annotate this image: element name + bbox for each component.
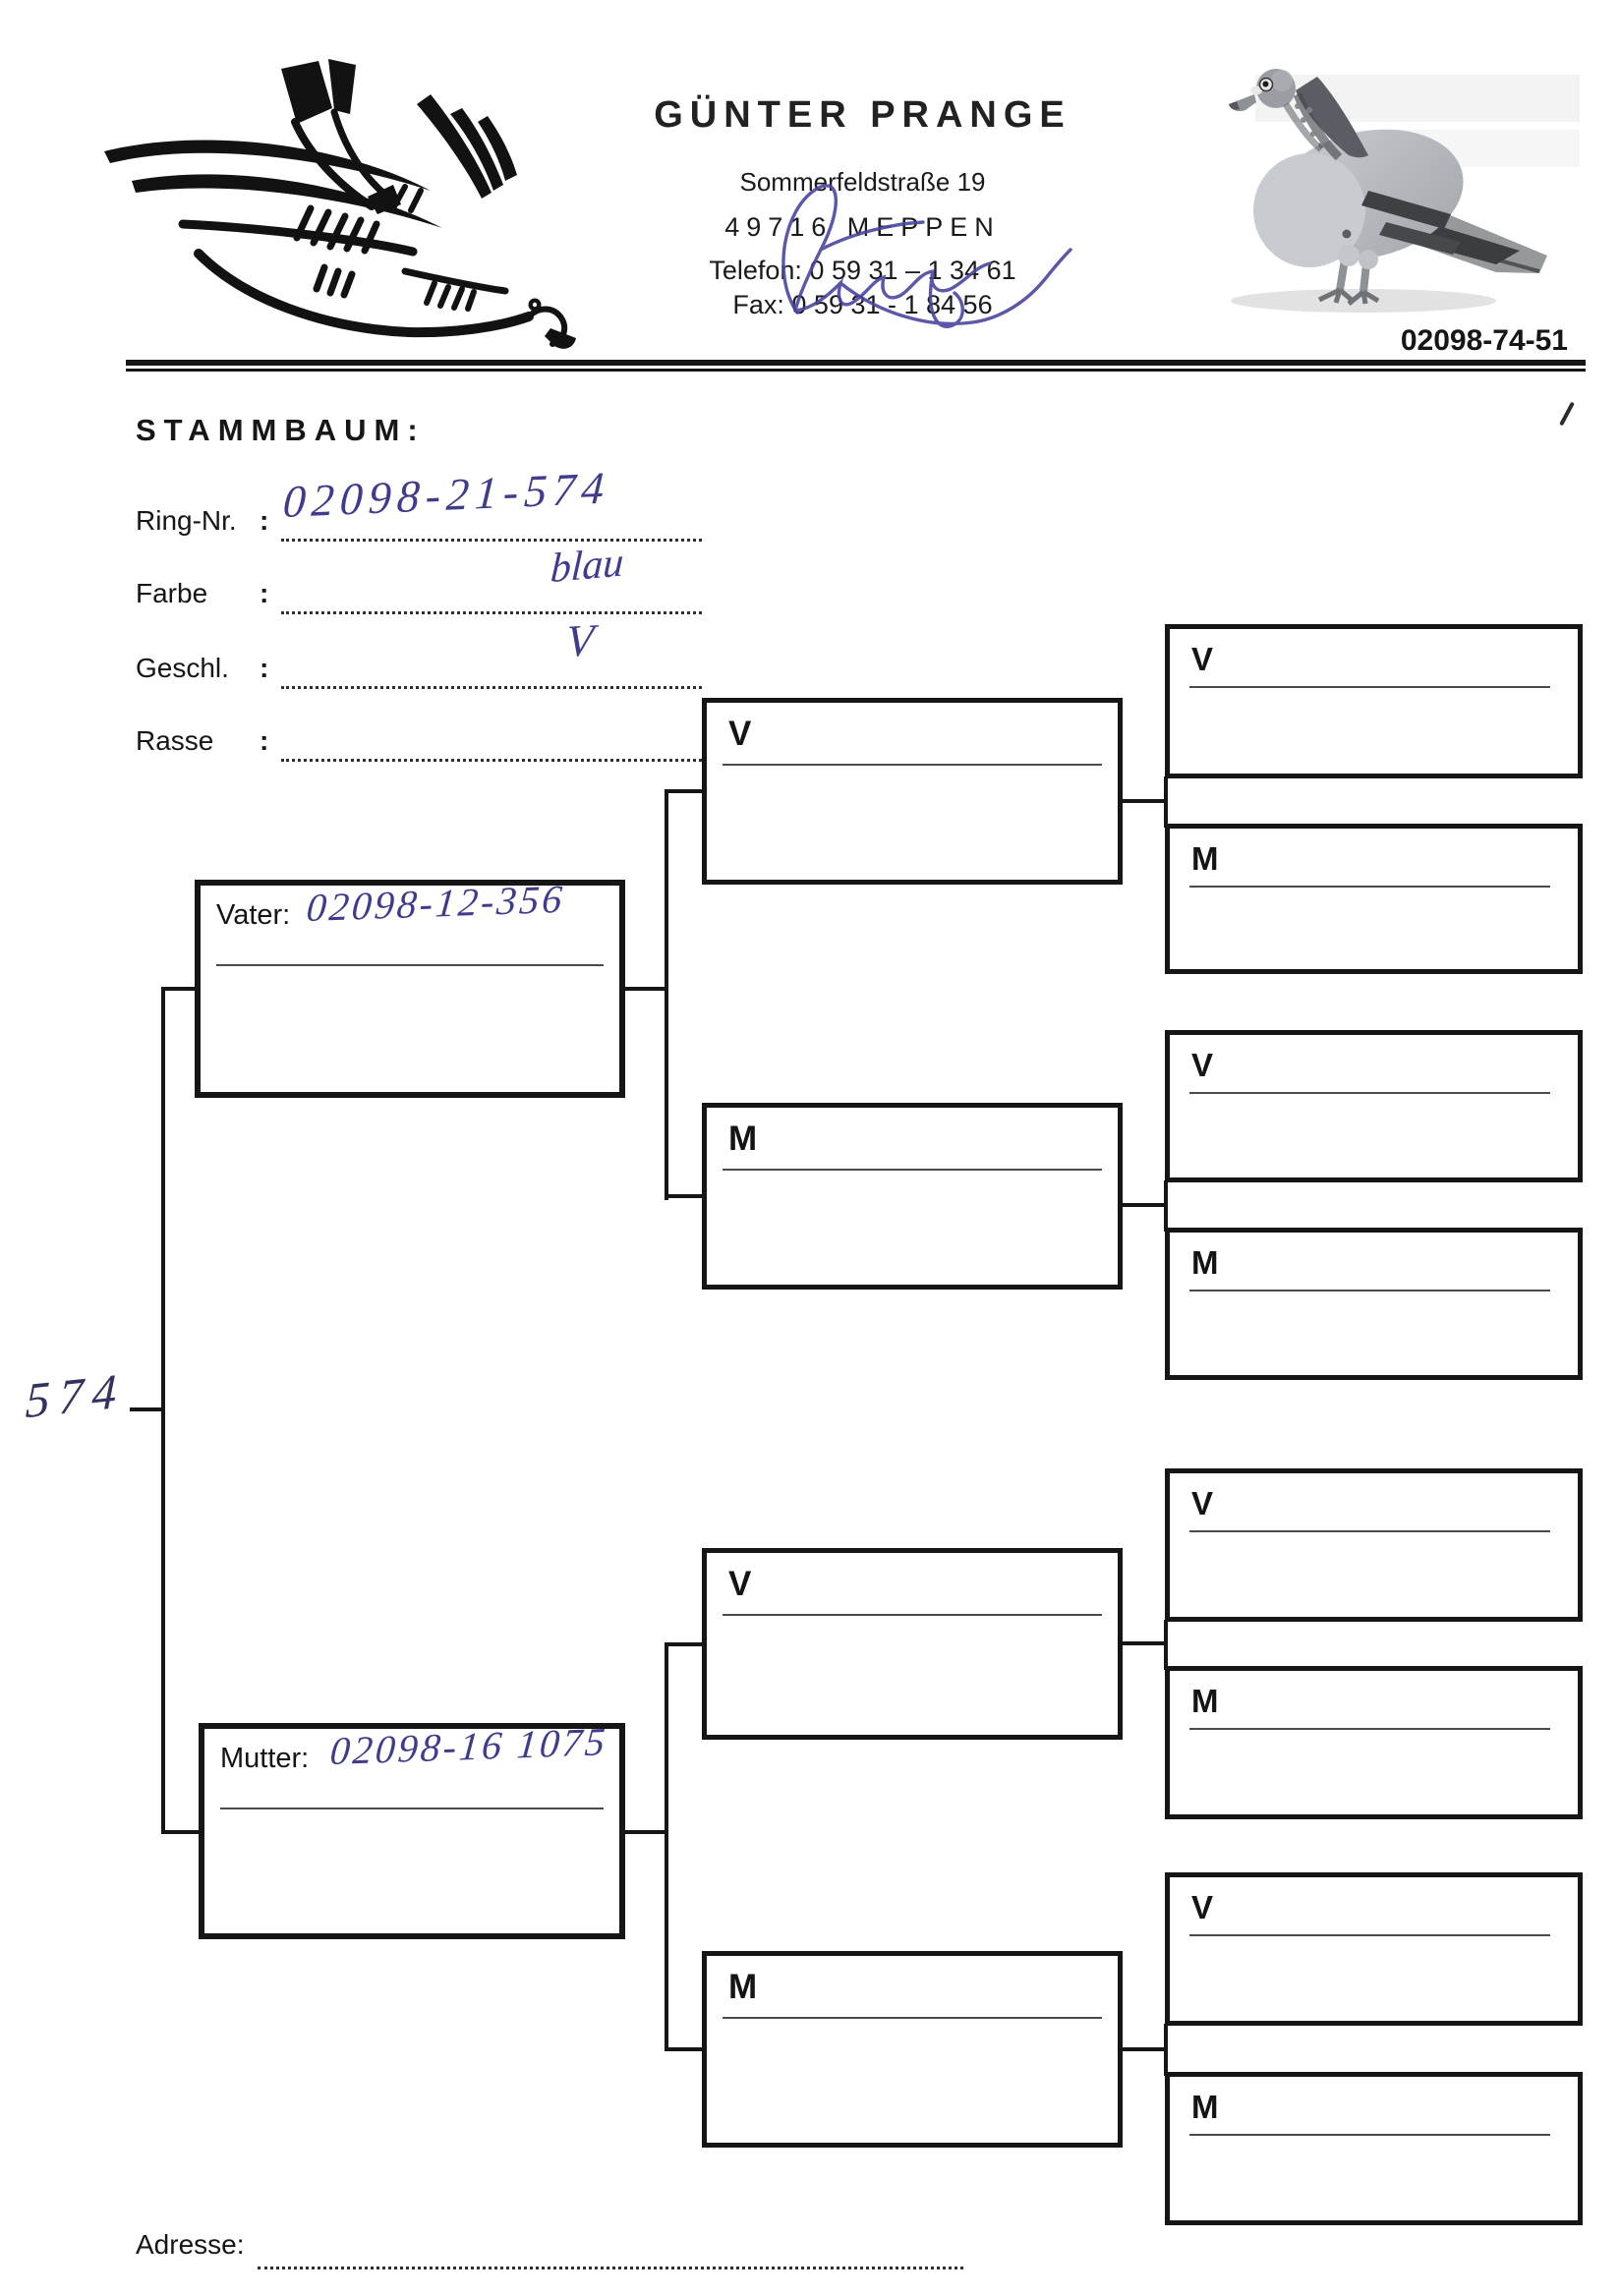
address-write-line [258,2267,963,2269]
connector-line [1121,1641,1168,1645]
write-line [1189,1934,1550,1936]
write-line [1189,886,1550,888]
handwritten-mother-ring: 02098-16 1075 [328,1719,610,1774]
great-grandparent-label: V [1191,1485,1214,1521]
great-grandparent-label: V [1191,1889,1214,1925]
field-label-geschl: Geschl. [136,653,229,683]
farbe-write-line [281,611,702,614]
connector-line [1121,1203,1168,1207]
connector-line [621,1830,668,1834]
great-grandparent-box-4 [1165,1228,1583,1380]
grandparent-label: M [728,1968,758,2006]
great-grandparent-box-8 [1165,2072,1583,2225]
business-name: GÜNTER PRANGE [654,94,1071,136]
handwritten-father-ring: 02098-12-356 [305,876,567,931]
great-grandparent-label: M [1191,2089,1219,2125]
photo-caption-ring-number: 02098-74-51 [1400,324,1568,357]
phone-number: Telefon: 0 59 31 – 1 34 61 [709,256,1016,285]
connector-line [1164,2024,1168,2076]
great-grandparent-label: V [1191,1047,1214,1083]
father-label: Vater: [216,899,291,931]
connector-line [665,2047,704,2051]
grandfather-paternal-box [702,698,1123,885]
field-colon: : [260,653,269,683]
great-grandparent-label: M [1191,1683,1219,1719]
grandparent-label: V [728,715,752,753]
connector-line [161,1830,202,1834]
great-grandparent-label: V [1191,641,1214,677]
write-line [1189,2134,1550,2136]
connector-line [1164,1620,1168,1670]
write-line [723,764,1102,766]
write-line [723,2017,1102,2019]
stray-pen-mark [1559,402,1575,427]
street-address: Sommerfeldstraße 19 [739,167,986,197]
pigeon-photo [1201,47,1580,327]
great-grandparent-box-6 [1165,1666,1583,1819]
letterhead [580,94,1145,319]
grandparent-label: M [728,1119,758,1158]
write-line [1189,686,1550,688]
grandfather-maternal-box [702,1548,1123,1740]
connector-line [130,1407,161,1411]
write-line [1189,1290,1550,1292]
rasse-write-line [281,759,702,762]
great-grandparent-label: M [1191,1244,1219,1281]
connector-line [1121,2047,1168,2051]
connector-line [621,987,668,991]
grandparent-label: V [728,1565,752,1603]
write-line [1189,1530,1550,1532]
great-grandparent-box-2 [1165,824,1583,974]
great-grandparent-box-7 [1165,1872,1583,2026]
handwritten-subject-ring: 574 [25,1362,127,1429]
handwritten-geschl: V [564,614,596,667]
connector-line [665,789,704,793]
write-line [1189,1728,1550,1730]
connector-line [665,1642,668,2051]
field-label-rasse: Rasse [136,725,214,756]
connector-line [161,987,165,1834]
header-divider-rule [126,360,1586,372]
field-label-ring-nr: Ring-Nr. [136,505,237,536]
write-line [723,1169,1102,1171]
write-line [1189,1092,1550,1094]
grandmother-paternal-box [702,1103,1123,1290]
connector-line [665,789,668,1200]
connector-line [665,1642,704,1646]
signature-scribble [703,165,1101,357]
handwritten-farbe: blau [549,540,625,593]
section-title: STAMMBAUM: [136,413,426,447]
connector-line [1121,799,1168,803]
great-grandparent-box-1 [1165,624,1583,778]
field-colon: : [260,725,269,756]
mother-label: Mutter: [220,1743,310,1774]
bird-logo-illustration [88,41,605,368]
ring-nr-write-line [281,539,702,542]
handwritten-ring-nr: 02098-21-574 [281,462,611,528]
great-grandparent-box-5 [1165,1468,1583,1622]
great-grandparent-label: M [1191,840,1219,877]
field-colon: : [260,578,269,608]
fax-number: Fax: 0 59 31 - 1 84 56 [732,290,993,319]
geschl-write-line [281,686,702,689]
city-address: 49716 MEPPEN [724,212,1001,242]
great-grandparent-box-3 [1165,1030,1583,1182]
connector-line [1164,1180,1168,1232]
grandmother-maternal-box [702,1951,1123,2148]
write-line [723,1614,1102,1616]
field-label-farbe: Farbe [136,578,208,608]
connector-line [665,1194,704,1198]
connector-line [161,987,199,991]
write-line [216,964,604,966]
write-line [220,1808,604,1809]
field-colon: : [260,505,269,536]
address-label: Adresse: [136,2229,245,2260]
connector-line [1164,776,1168,828]
